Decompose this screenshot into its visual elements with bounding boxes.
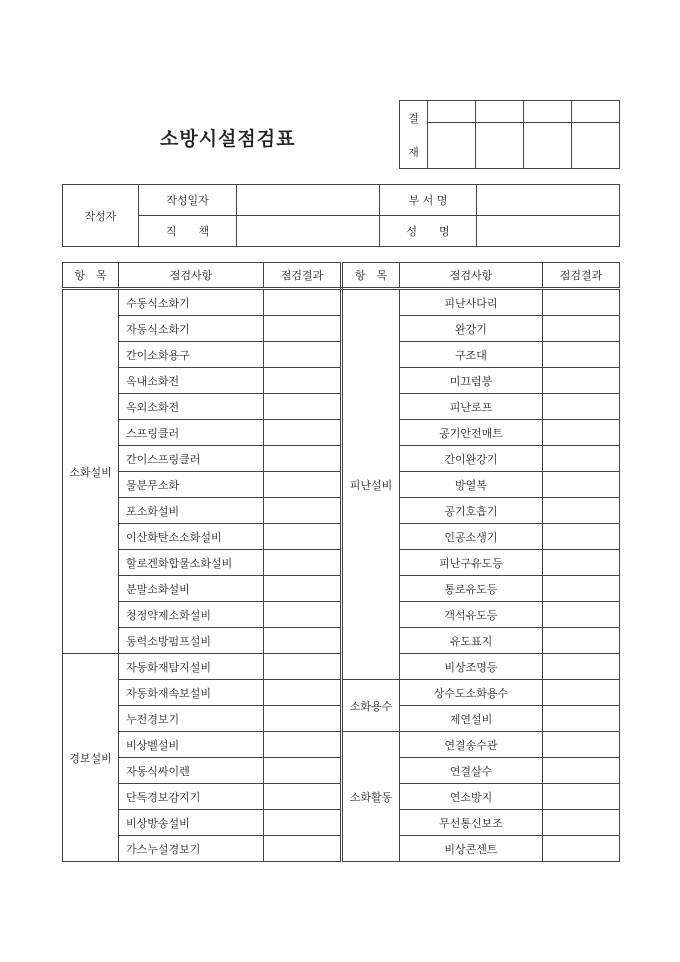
result-cell[interactable] bbox=[264, 420, 342, 446]
approval-sign-cell[interactable] bbox=[428, 123, 476, 169]
author-label: 작성자 bbox=[63, 185, 139, 247]
inspection-table bbox=[62, 262, 620, 862]
result-cell[interactable] bbox=[543, 316, 620, 342]
category-cell: 소화설비 bbox=[63, 289, 119, 654]
table-row bbox=[63, 368, 620, 394]
check-item: 비상콘센트 bbox=[400, 836, 543, 862]
table-row bbox=[63, 576, 620, 602]
approval-role-cell[interactable] bbox=[428, 101, 476, 123]
result-cell[interactable] bbox=[264, 758, 342, 784]
check-item: 객석유도등 bbox=[400, 602, 543, 628]
check-item: 누전경보기 bbox=[119, 706, 264, 732]
result-cell[interactable] bbox=[543, 758, 620, 784]
result-cell[interactable] bbox=[264, 680, 342, 706]
approval-role-cell[interactable] bbox=[476, 101, 524, 123]
check-item: 포소화설비 bbox=[119, 498, 264, 524]
table-row bbox=[63, 784, 620, 810]
position-label: 직 책 bbox=[139, 216, 237, 247]
check-item: 공기안전매트 bbox=[400, 420, 543, 446]
result-cell[interactable] bbox=[543, 602, 620, 628]
check-item: 비상방송설비 bbox=[119, 810, 264, 836]
result-cell[interactable] bbox=[543, 289, 620, 316]
table-row bbox=[63, 420, 620, 446]
result-cell[interactable] bbox=[264, 289, 342, 316]
approval-sign-cell[interactable] bbox=[476, 123, 524, 169]
position-field[interactable] bbox=[237, 216, 380, 247]
result-cell[interactable] bbox=[264, 524, 342, 550]
category-cell: 소화활동 bbox=[342, 732, 400, 862]
check-item: 연결살수 bbox=[400, 758, 543, 784]
result-cell[interactable] bbox=[264, 550, 342, 576]
result-cell[interactable] bbox=[543, 628, 620, 654]
check-item: 이산화탄소소화설비 bbox=[119, 524, 264, 550]
result-cell[interactable] bbox=[264, 706, 342, 732]
approval-label bbox=[400, 101, 428, 169]
result-cell[interactable] bbox=[543, 472, 620, 498]
table-row bbox=[63, 836, 620, 862]
check-item: 유도표지 bbox=[400, 628, 543, 654]
result-cell[interactable] bbox=[543, 394, 620, 420]
date-label: 작성일자 bbox=[139, 185, 237, 216]
check-item: 제연설비 bbox=[400, 706, 543, 732]
result-cell[interactable] bbox=[543, 680, 620, 706]
result-cell[interactable] bbox=[264, 628, 342, 654]
check-item: 간이스프링클러 bbox=[119, 446, 264, 472]
page-title: 소방시설점검표 bbox=[160, 128, 296, 150]
category-cell: 소화용수 bbox=[342, 680, 400, 732]
result-cell[interactable] bbox=[543, 446, 620, 472]
table-row bbox=[63, 706, 620, 732]
check-item: 자동화재속보설비 bbox=[119, 680, 264, 706]
result-cell[interactable] bbox=[264, 654, 342, 680]
table-row bbox=[63, 758, 620, 784]
check-item: 상수도소화용수 bbox=[400, 680, 543, 706]
result-cell[interactable] bbox=[543, 732, 620, 758]
category-cell: 피난설비 bbox=[342, 289, 400, 680]
table-row bbox=[63, 394, 620, 420]
check-item: 완강기 bbox=[400, 316, 543, 342]
result-cell[interactable] bbox=[264, 576, 342, 602]
table-row bbox=[63, 472, 620, 498]
table-row bbox=[63, 316, 620, 342]
header-item: 항 목 bbox=[342, 263, 400, 289]
check-item: 연결송수관 bbox=[400, 732, 543, 758]
department-field[interactable] bbox=[477, 185, 620, 216]
check-item: 미끄럼봉 bbox=[400, 368, 543, 394]
category-cell: 경보설비 bbox=[63, 654, 119, 862]
check-item: 통로유도등 bbox=[400, 576, 543, 602]
result-cell[interactable] bbox=[543, 810, 620, 836]
approval-sign-cell[interactable] bbox=[524, 123, 572, 169]
check-item: 간이소화용구 bbox=[119, 342, 264, 368]
result-cell[interactable] bbox=[543, 550, 620, 576]
check-item: 공기호흡기 bbox=[400, 498, 543, 524]
header-result: 점검결과 bbox=[264, 263, 342, 289]
name-field[interactable] bbox=[477, 216, 620, 247]
table-row bbox=[63, 342, 620, 368]
result-cell[interactable] bbox=[264, 498, 342, 524]
check-item: 물분무소화 bbox=[119, 472, 264, 498]
check-item: 수동식소화기 bbox=[119, 289, 264, 316]
name-label: 성 명 bbox=[380, 216, 477, 247]
check-item: 피난사다리 bbox=[400, 289, 543, 316]
header-item: 항 목 bbox=[63, 263, 119, 289]
check-item: 비상조명등 bbox=[400, 654, 543, 680]
table-row bbox=[63, 732, 620, 758]
table-row bbox=[63, 498, 620, 524]
result-cell[interactable] bbox=[543, 654, 620, 680]
table-row bbox=[63, 550, 620, 576]
check-item: 가스누설경보기 bbox=[119, 836, 264, 862]
check-item: 비상벨설비 bbox=[119, 732, 264, 758]
check-item: 자동화재탐지설비 bbox=[119, 654, 264, 680]
check-item: 무선통신보조 bbox=[400, 810, 543, 836]
check-item: 자동식소화기 bbox=[119, 316, 264, 342]
table-row bbox=[63, 446, 620, 472]
result-cell[interactable] bbox=[264, 784, 342, 810]
check-item: 동력소방펌프설비 bbox=[119, 628, 264, 654]
result-cell[interactable] bbox=[543, 836, 620, 862]
approval-char-2: 재 bbox=[408, 145, 419, 159]
check-item: 연소방지 bbox=[400, 784, 543, 810]
header-check: 점검사항 bbox=[400, 263, 543, 289]
table-row bbox=[63, 602, 620, 628]
table-row bbox=[63, 628, 620, 654]
result-cell[interactable] bbox=[264, 368, 342, 394]
check-item: 분말소화설비 bbox=[119, 576, 264, 602]
result-cell[interactable] bbox=[543, 576, 620, 602]
table-row bbox=[63, 810, 620, 836]
result-cell[interactable] bbox=[543, 784, 620, 810]
check-item: 피난구유도등 bbox=[400, 550, 543, 576]
header-result: 점검결과 bbox=[543, 263, 620, 289]
check-item: 자동식싸이렌 bbox=[119, 758, 264, 784]
approval-sign-cell[interactable] bbox=[572, 123, 620, 169]
result-cell[interactable] bbox=[543, 524, 620, 550]
result-cell[interactable] bbox=[264, 446, 342, 472]
result-cell[interactable] bbox=[543, 420, 620, 446]
approval-role-cell[interactable] bbox=[524, 101, 572, 123]
result-cell[interactable] bbox=[264, 342, 342, 368]
department-label: 부 서 명 bbox=[380, 185, 477, 216]
result-cell[interactable] bbox=[543, 368, 620, 394]
result-cell[interactable] bbox=[264, 732, 342, 758]
result-cell[interactable] bbox=[543, 706, 620, 732]
approval-char-1: 결 bbox=[408, 111, 419, 125]
result-cell[interactable] bbox=[264, 810, 342, 836]
check-item: 옥외소화전 bbox=[119, 394, 264, 420]
check-item: 간이완강기 bbox=[400, 446, 543, 472]
table-row bbox=[63, 289, 620, 316]
author-table bbox=[62, 184, 620, 247]
result-cell[interactable] bbox=[264, 472, 342, 498]
result-cell[interactable] bbox=[264, 394, 342, 420]
approval-role-cell[interactable] bbox=[572, 101, 620, 123]
check-item: 인공소생기 bbox=[400, 524, 543, 550]
table-row bbox=[63, 654, 620, 680]
date-field[interactable] bbox=[237, 185, 380, 216]
result-cell[interactable] bbox=[264, 836, 342, 862]
result-cell[interactable] bbox=[264, 316, 342, 342]
check-item: 옥내소화전 bbox=[119, 368, 264, 394]
approval-box bbox=[399, 100, 620, 169]
table-row bbox=[63, 524, 620, 550]
check-item: 구조대 bbox=[400, 342, 543, 368]
check-item: 단독경보감지기 bbox=[119, 784, 264, 810]
check-item: 방열복 bbox=[400, 472, 543, 498]
check-item: 청정약제소화설비 bbox=[119, 602, 264, 628]
result-cell[interactable] bbox=[543, 498, 620, 524]
result-cell[interactable] bbox=[264, 602, 342, 628]
header-check: 점검사항 bbox=[119, 263, 264, 289]
check-item: 스프링클러 bbox=[119, 420, 264, 446]
result-cell[interactable] bbox=[543, 342, 620, 368]
check-item: 할로겐화합물소화설비 bbox=[119, 550, 264, 576]
table-row bbox=[63, 680, 620, 706]
check-item: 피난로프 bbox=[400, 394, 543, 420]
